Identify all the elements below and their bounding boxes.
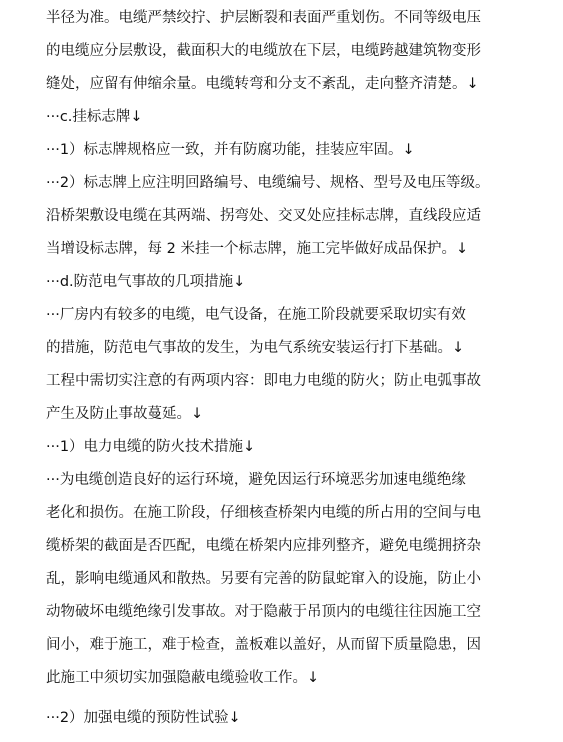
text-line: 乱，影响电缆通风和散热。另要有完善的防鼠蛇窜入的设施，防止小 [46,571,481,587]
heading-line: ···1）电力电缆的防火技术措施↓ [46,439,256,455]
text-line: 老化和损伤。在施工阶段，仔细核查桥架内电缆的所占用的空间与电 [46,505,481,521]
text-line: 缝处，应留有伸缩余量。电缆转弯和分支不紊乱，走向整齐清楚。↓ [46,76,479,92]
text-line: ···2）标志牌上应注明回路编号、电缆编号、规格、型号及电压等级。 [46,175,490,191]
heading-line: ···d.防范电气事故的几项措施↓ [46,274,246,290]
text-line: 的电缆应分层敷设，截面积大的电缆放在下层，电缆跨越建筑物变形 [46,43,481,59]
text-line: 半径为准。电缆严禁绞拧、护层断裂和表面严重划伤。不同等级电压 [46,10,481,26]
text-line: ···厂房内有较多的电缆，电气设备，在施工阶段就要采取切实有效 [46,307,466,323]
text-line: 沿桥架敷设电缆在其两端、拐弯处、交叉处应挂标志牌，直线段应适 [46,208,481,224]
text-line: 此施工中须切实加强隐蔽电缆验收工作。↓ [46,670,320,686]
text-line: 间小，难于施工，难于检查，盖板难以盖好，从而留下质量隐患，因 [46,637,481,653]
text-line: 缆桥架的截面是否匹配，电缆在桥架内应排列整齐，避免电缆拥挤杂 [46,538,481,554]
text-line: ···为电缆创造良好的运行环境，避免因运行环境恶劣加速电缆绝缘 [46,472,466,488]
heading-line: ···2）加强电缆的预防性试验↓ [46,710,241,726]
text-line: 的措施，防范电气事故的发生，为电气系统安装运行打下基础。↓ [46,340,465,356]
heading-line: ···c.挂标志牌↓ [46,109,143,125]
text-line: 当增设标志牌，每 2 米挂一个标志牌，施工完毕做好成品保护。↓ [46,241,469,257]
text-line: 动物破坏电缆绝缘引发事故。对于隐蔽于吊顶内的电缆往往因施工空 [46,604,481,620]
text-line: 工程中需切实注意的有两项内容：即电力电缆的防火；防止电弧事故 [46,373,481,389]
text-line: 产生及防止事故蔓延。↓ [46,406,204,422]
text-line: ···1）标志牌规格应一致，并有防腐功能，挂装应牢固。↓ [46,142,415,158]
